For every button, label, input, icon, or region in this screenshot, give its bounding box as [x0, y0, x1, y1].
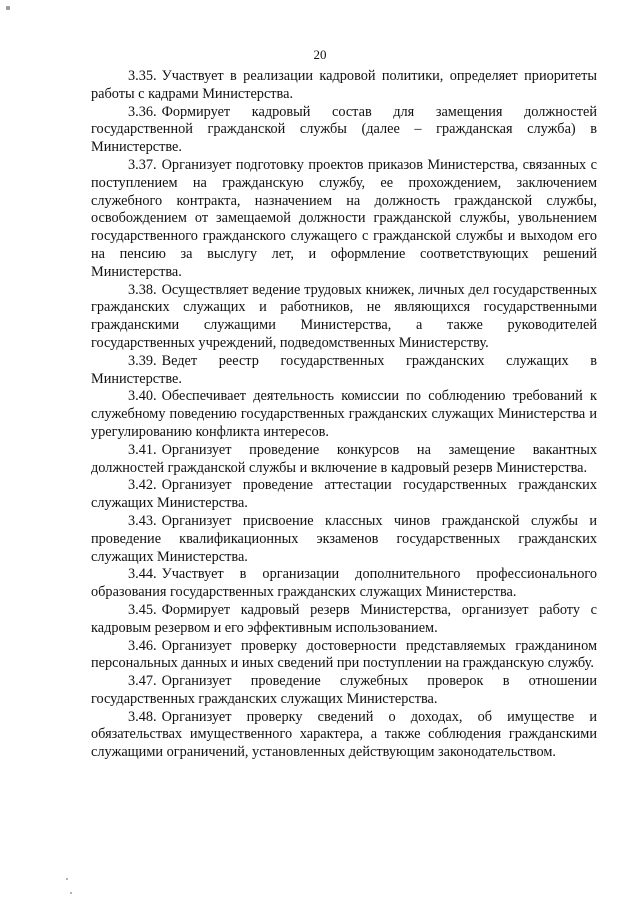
paragraph-text: Организует присвоение классных чинов гражданской службы и проведение квалификационных экзаменов государственных гражданских служащих Министерства.: [91, 512, 597, 565]
paragraph-text: Формирует кадровый резерв Министерства, организует работу с кадровым резервом и его эффективным использованием.: [91, 601, 597, 636]
paragraph-text: Участвует в реализации кадровой политики, определяет приоритеты работы с кадрами Министерства.: [91, 68, 597, 102]
page-number: 20: [313, 47, 327, 62]
paragraph-text: Участвует в организации дополнительного профессионального образования государственных гражданских служащих Министерства.: [91, 566, 597, 601]
paragraph-text: Организует подготовку проектов приказов Министерства, связанных с поступлением на гражданскую службу, ее прохождением, заключением служебного контракта, назначением на должность гражданской службы, освобождением от замещаемой должности гражданской службы, увольнением государственного гражданского служащего с гражданской службы и выходом его на пенсию за выслугу лет, и оформление соответствующих решений Министерства.: [91, 156, 597, 280]
paragraph-number: 3.38.: [128, 281, 157, 298]
paragraph-number: 3.48.: [128, 708, 157, 725]
paragraph-number: 3.46.: [128, 637, 157, 654]
paragraph-text: Ведет реестр государственных гражданских служащих в Министерстве.: [91, 352, 597, 387]
paragraph-number: 3.44.: [128, 566, 157, 583]
paragraph-number: 3.47.: [128, 673, 157, 690]
paragraph-3-45: [91, 602, 597, 638]
paragraph-3-35: [91, 68, 597, 104]
paragraph-3-40: [91, 388, 597, 441]
paragraph-number: 3.45.: [128, 601, 157, 618]
document-body: [91, 68, 597, 762]
paragraph-3-48: [91, 709, 597, 762]
paragraph-3-39: [91, 353, 597, 389]
paragraph-number: 3.40.: [128, 388, 157, 405]
paragraph-text: Организует проведение конкурсов на замещение вакантных должностей гражданской службы и включение в кадровый резерв Министерства.: [91, 441, 597, 476]
scan-speck: [70, 892, 72, 894]
paragraph-number: 3.42.: [128, 477, 157, 494]
paragraph-number: 3.39.: [128, 352, 157, 369]
scan-speck: [66, 878, 68, 880]
paragraph-text: Организует проведение аттестации государственных гражданских служащих Министерства.: [91, 477, 597, 512]
paragraph-3-42: [91, 477, 597, 513]
paragraph-3-47: [91, 673, 597, 709]
paragraph-text: Организует проверку сведений о доходах, об имуществе и обязательствах имущественного характера, а также соблюдения гражданскими служащими ограничений, установленных действующим законодательством.: [91, 708, 597, 761]
paragraph-number: 3.37.: [128, 156, 157, 173]
paragraph-number: 3.36.: [128, 103, 157, 120]
paragraph-text: Организует проверку достоверности представляемых гражданином персональных данных и иных сведений при поступлении на гражданскую службу.: [91, 637, 597, 672]
paragraph-text: Организует проведение служебных проверок в отношении государственных гражданских служащих Министерства.: [91, 673, 597, 707]
paragraph-3-41: [91, 442, 597, 478]
paragraph-text: Обеспечивает деятельность комиссии по соблюдению требований к служебному поведению государственных гражданских служащих Министерства и урегулированию конфликта интересов.: [91, 388, 597, 440]
paragraph-number: 3.43.: [128, 512, 157, 529]
paragraph-3-37: [91, 157, 597, 282]
paragraph-3-38: [91, 282, 597, 353]
paragraph-text: Формирует кадровый состав для замещения должностей государственной гражданской службы (далее – гражданская служба) в Министерстве.: [91, 103, 597, 156]
paragraph-3-46: [91, 638, 597, 674]
scan-speck: [6, 6, 10, 10]
paragraph-number: 3.35.: [128, 68, 157, 84]
paragraph-3-44: [91, 566, 597, 602]
paragraph-text: Осуществляет ведение трудовых книжек, личных дел государственных гражданских служащих и работников, не являющихся государственными гражданскими служащими Министерства, а также руководителей государственных учреждений, подведомственных Министерству.: [91, 281, 597, 351]
paragraph-3-36: [91, 104, 597, 157]
paragraph-3-43: [91, 513, 597, 566]
paragraph-number: 3.41.: [128, 441, 157, 458]
